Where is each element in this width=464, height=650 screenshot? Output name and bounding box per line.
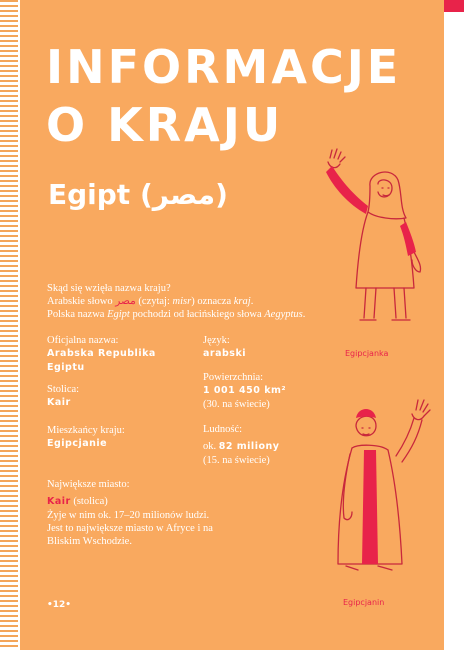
country-name: Egipt [48, 178, 131, 211]
page [20, 0, 444, 650]
largest-city-fact-2: Bliskim Wschodzie. [47, 536, 132, 547]
title-line-2: O KRAJU [46, 98, 284, 152]
text-span: Arabskie słowo [47, 296, 116, 307]
egyptian-woman-illustration [310, 148, 440, 348]
page-title [46, 38, 401, 154]
capital-value: Kair [47, 397, 71, 408]
area-value: 1 001 450 km² [203, 385, 287, 396]
title-line-1: INFORMACJE [46, 40, 402, 94]
largest-city-fact-1: Jest to największe miasto w Afryce i na [47, 523, 213, 534]
largest-city-value: Kair [47, 496, 71, 507]
egyptian-man-illustration [312, 392, 442, 597]
largest-city-line [47, 491, 347, 509]
largest-city-block [47, 478, 347, 548]
residents-label: Mieszkańcy kraju: [47, 425, 125, 436]
population-label: Ludność: [203, 424, 243, 435]
population-prefix: ok. [203, 441, 219, 452]
intro-question: Skąd się wzięła nazwa kraju? [47, 283, 171, 294]
official-name-value-1: Arabska Republika [47, 348, 156, 359]
population-block [203, 423, 279, 467]
area-rank: (30. na świecie) [203, 399, 270, 410]
language-label: Język: [203, 335, 230, 346]
largest-city-note: (stolica) [70, 496, 108, 507]
page-number: •12• [47, 600, 72, 610]
text-span: pochodzi od łacińskiego słowa [129, 309, 265, 320]
official-name-block [47, 334, 156, 375]
population-value: 82 miliony [218, 441, 280, 452]
text-span: Polska nazwa [47, 309, 108, 320]
pronunciation: misr [172, 296, 192, 307]
decorative-stripes [0, 0, 18, 650]
text-span: (czytaj: [135, 296, 173, 307]
area-block [203, 371, 286, 411]
woman-caption: Egipcjanka [345, 349, 389, 358]
meaning: kraj [233, 296, 251, 307]
latin-name: Aegyptus [264, 309, 303, 320]
official-name-label: Oficjalna nazwa: [47, 335, 119, 346]
residents-value: Egipcjanie [47, 438, 108, 449]
corner-tab [444, 0, 464, 12]
language-block [203, 334, 246, 361]
capital-block [47, 383, 79, 410]
language-value: arabski [203, 348, 247, 359]
text-span: ) oznacza [191, 296, 234, 307]
population-line [203, 436, 279, 454]
polish-name: Egipt [107, 309, 130, 320]
arabic-word: مصر [115, 296, 136, 307]
largest-city-label: Największe miasto: [47, 479, 130, 490]
capital-label: Stolica: [47, 384, 80, 395]
population-rank: (15. na świecie) [203, 455, 270, 466]
country-heading [48, 178, 228, 211]
text-span: . [250, 296, 254, 307]
residents-block [47, 424, 125, 451]
man-caption: Egipcjanin [343, 598, 385, 607]
area-label: Powierzchnia: [203, 372, 264, 383]
country-name-arabic: (مصر) [139, 178, 228, 211]
text-span: . [302, 309, 306, 320]
largest-city-population: Żyje w nim ok. 17–20 milionów ludzi. [47, 510, 210, 521]
official-name-value-2: Egiptu [47, 362, 85, 373]
